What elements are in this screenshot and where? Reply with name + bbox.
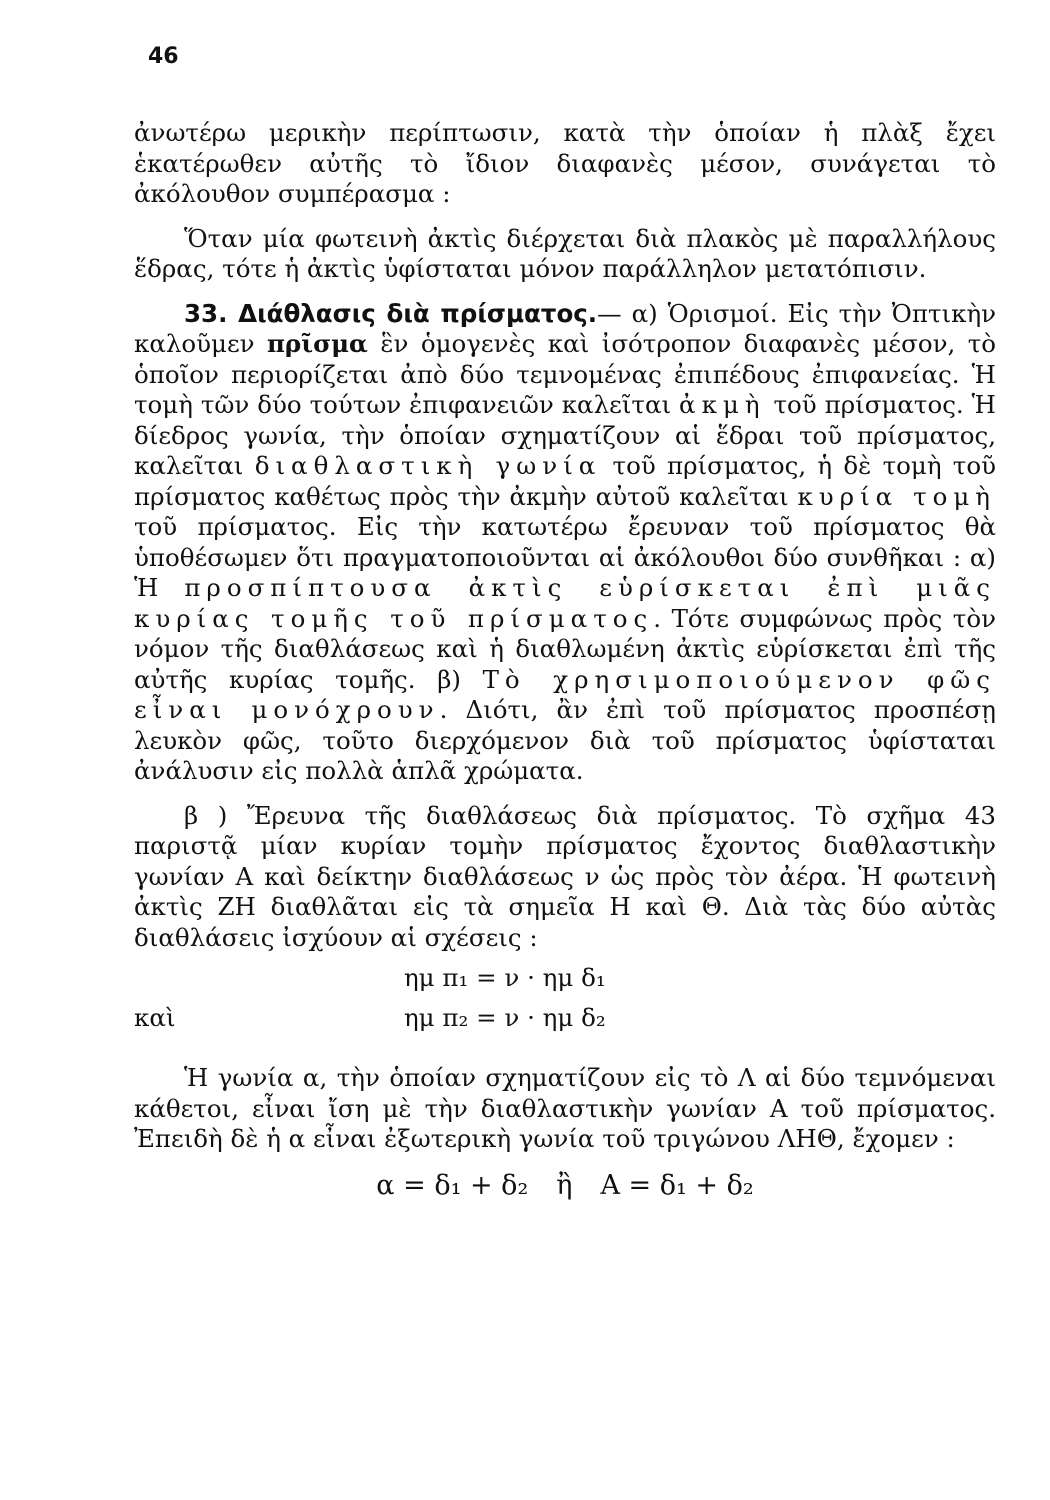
- term-akmi: ἀκμὴ: [679, 390, 766, 419]
- term-condition-2: Τὸ χρησιμοποιούμενον φῶς εἶναι μονόχρουν: [134, 664, 996, 724]
- text-run: τοῦ πρίσματος. Εἰς τὴν κατωτέρω ἔρευναν τοῦ πρίσματος θὰ ὑποθέσωμεν ὅτι πραγματοποιοῦνται αἱ ἀκόλουθοι δύο συνθῆκαι : α) Ἡ: [134, 512, 996, 602]
- text-run: Εἰς τὴν Ὀπτικὴν καλοῦμεν: [134, 298, 997, 358]
- section-b-heading: β ) Ἔρευνα τῆς διαθλάσεως διὰ πρίσματος.: [184, 800, 797, 830]
- subsection-a-label: α) Ὁρισμοί.: [631, 298, 778, 328]
- term-diathlastiki-gonia: διαθλαστικὴ γωνία: [254, 451, 602, 480]
- term-prisma: πρῖσμα: [266, 329, 368, 358]
- section-33-paragraph: [134, 299, 996, 787]
- text-run: ἓν ὁμογενὲς καὶ ἰσότροπον διαφανὲς μέσον, τὸ ὁποῖον περιορίζεται ἀπὸ δύο τεμνομένας ἐπιπέδους ἐπιφανείας. Ἡ τομὴ τῶν δύο τούτων ἐπιφανειῶν καλεῖται: [134, 329, 997, 419]
- page-number: 46: [148, 44, 179, 69]
- text-run: . Τότε συμφώνως πρὸς τὸν νόμον τῆς διαθλάσεως καὶ ἡ διαθλωμένη ἀκτὶς εὑρίσκεται ἐπὶ τῆς αὐτῆς κυρίας τομῆς. β): [134, 603, 996, 694]
- equation-1: ημ π₁ = ν · ημ δ₁: [404, 963, 606, 992]
- text-run: . Διότι, ἂν ἐπὶ τοῦ πρίσματος προσπέσῃ λευκὸν φῶς, τοῦτο διερχόμενον διὰ τοῦ πρίσματος ὑφίσταται ἀνάλυσιν εἰς πολλὰ ἁπλᾶ χρώματα.: [134, 695, 996, 785]
- section-b-paragraph: [134, 801, 996, 954]
- heading-dash: —: [597, 298, 632, 328]
- section-b-text: Τὸ σχῆμα 43 παριστᾷ μίαν κυρίαν τομὴν πρίσματος ἔχοντος διαθλαστικὴν γωνίαν Α καὶ δείκτην διαθλάσεως ν ὡς πρὸς τὸν ἀέρα. Ἡ φωτεινὴ ἀκτὶς ΖΗ διαθλᾶται εἰς τὰ σημεῖα Η καὶ Θ. Διὰ τὰς δύο αὐτὰς διαθλάσεις ἰσχύουν αἱ σχέσεις :: [134, 800, 996, 952]
- final-equation-or: ἢ: [556, 1169, 573, 1201]
- term-condition-1: προσπίπτουσα ἀκτὶς εὑρίσκεται ἐπὶ μιᾶς κυρίας τομῆς τοῦ πρίσματος: [134, 573, 996, 633]
- paragraph-continuation: ἀνωτέρω μερικὴν περίπτωσιν, κατὰ τὴν ὁποίαν ἡ πλὰξ ἔχει ἑκατέρωθεν αὐτῆς τὸ ἴδιον διαφανὲς μέσον, συνάγεται τὸ ἀκόλουθον συμπέρασμα :: [134, 118, 996, 208]
- text-run: τοῦ πρίσματος. Ἡ δίεδρος γωνία, τὴν ὁποίαν σχηματίζουν αἱ ἕδραι τοῦ πρίσματος, καλεῖται: [134, 390, 996, 480]
- equation-2: ημ π₂ = ν · ημ δ₂: [404, 1003, 606, 1032]
- text-run: τοῦ πρίσματος, ἡ δὲ τομὴ τοῦ πρίσματος καθέτως πρὸς τὴν ἀκμὴν αὐτοῦ καλεῖται: [134, 451, 996, 511]
- body-text: [134, 118, 996, 1201]
- section-33-heading: 33. Διάθλασις διὰ πρίσματος.: [184, 298, 598, 328]
- term-kyria-tomi: κυρία τομὴ: [797, 481, 996, 511]
- equation-block: [134, 961, 996, 1049]
- final-equation-right: Α = δ₁ + δ₂: [600, 1169, 754, 1201]
- equation-conjunction: καὶ: [134, 1003, 176, 1032]
- paragraph-conclusion: Ὅταν μία φωτεινὴ ἀκτὶς διέρχεται διὰ πλακὸς μὲ παραλλήλους ἕδρας, τότε ἡ ἀκτὶς ὑφίσταται μόνον παράλληλον μετατόπισιν.: [134, 223, 996, 283]
- final-equation: [134, 1171, 996, 1202]
- final-equation-left: α = δ₁ + δ₂: [376, 1169, 529, 1201]
- paragraph-angle: Ἡ γωνία α, τὴν ὁποίαν σχηματίζουν εἰς τὸ Λ αἱ δύο τεμνόμεναι κάθετοι, εἶναι ἴση μὲ τὴν διαθλαστικὴν γωνίαν Α τοῦ πρίσματος. Ἐπειδὴ δὲ ἡ α εἶναι ἐξωτερικὴ γωνία τοῦ τριγώνου ΛΗΘ, ἔχομεν :: [134, 1063, 996, 1153]
